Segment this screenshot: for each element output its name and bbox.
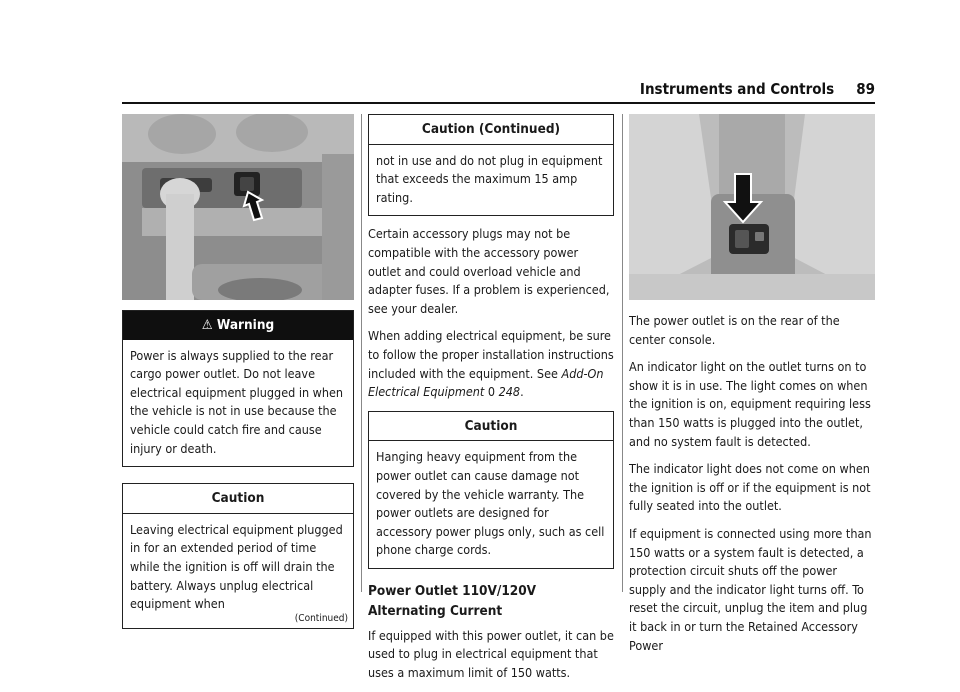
caution-2-body: Hanging heavy equipment from the power outlet can cause damage not covered by the vehicle warranty. The power outlets are designed for accessory power plugs only, such as cell phone charge cords.: [376, 449, 605, 558]
warning-box: [122, 310, 354, 467]
page-header: [565, 80, 875, 98]
caution-continued-body: not in use and do not plug in equipment that exceeds the maximum 15 amp rating.: [376, 152, 603, 205]
indicator-paragraph: An indicator light on the outlet turns on to show it is in use. The light comes on when the ignition is on, equipment requiring less than 150 watts is plugged into the outlet, and no system fault is detected.: [629, 359, 871, 449]
column-1: [122, 114, 354, 629]
compatibility-paragraph: Certain accessory plugs may not be compatible with the accessory power outlet and could overload vehicle and adapter fuses. If a problem is experienced, see your dealer.: [368, 226, 610, 316]
add-on-link[interactable]: Add-On Electrical Equipment: [368, 365, 604, 400]
caution-continued-box: [368, 114, 614, 216]
column-divider-2: [622, 114, 623, 592]
front-console-power-outlet-illustration: [122, 114, 354, 300]
caution-box: [122, 483, 354, 629]
column-2: [368, 114, 614, 692]
protection-paragraph: If equipment is connected using more than 150 watts or a system fault is detected, a protection circuit shuts off the power supply and the indicator light turns off. To reset the circuit, unplug the item and plug it back in or turn the Retained Accessory Power: [629, 525, 872, 653]
warning-icon: ⚠: [201, 317, 213, 333]
warning-header: [123, 311, 353, 340]
warning-title: Warning: [216, 317, 275, 333]
header-rule: [122, 102, 875, 104]
page-ref[interactable]: 248: [498, 384, 521, 400]
continued-tag: (Continued): [294, 612, 348, 624]
column-3: [629, 114, 875, 664]
period: .: [520, 384, 524, 400]
section-heading: Power Outlet 110V/120V Alternating Current: [368, 582, 537, 619]
indicator-off-paragraph: The indicator light does not come on when the ignition is off or if the equipment is not fully seated into the outlet.: [629, 461, 871, 514]
caution-continued-header: Caution (Continued): [369, 115, 613, 145]
warning-body: Power is always supplied to the rear cargo power outlet. Do not leave electrical equipment plugged in when the vehicle is not in use because the vehicle could catch fire and cause injury or death.: [130, 347, 344, 456]
caution-box-2: [368, 411, 614, 569]
installation-paragraph: [368, 327, 614, 401]
section-title: Instruments and Controls: [639, 80, 835, 98]
location-paragraph: The power outlet is on the rear of the center console.: [629, 313, 840, 347]
column-divider-1: [361, 114, 362, 592]
rear-console-power-outlet-illustration: [629, 114, 875, 300]
caution-body: Leaving electrical equipment plugged in for an extended period of time while the ignition is off will drain the battery. Always unplug electrical equipment when: [130, 521, 343, 612]
installation-text: When adding electrical equipment, be sure to follow the proper installation instructions included with the equipment. See: [368, 328, 614, 381]
page-number: 89: [856, 80, 875, 98]
outlet-paragraph: If equipped with this power outlet, it can be used to plug in electrical equipment that uses a maximum limit of 150 watts.: [368, 627, 614, 681]
caution-2-header: Caution: [369, 412, 613, 442]
caution-header: Caution: [123, 484, 353, 514]
page-ref-arrow-icon: 0: [487, 384, 496, 400]
